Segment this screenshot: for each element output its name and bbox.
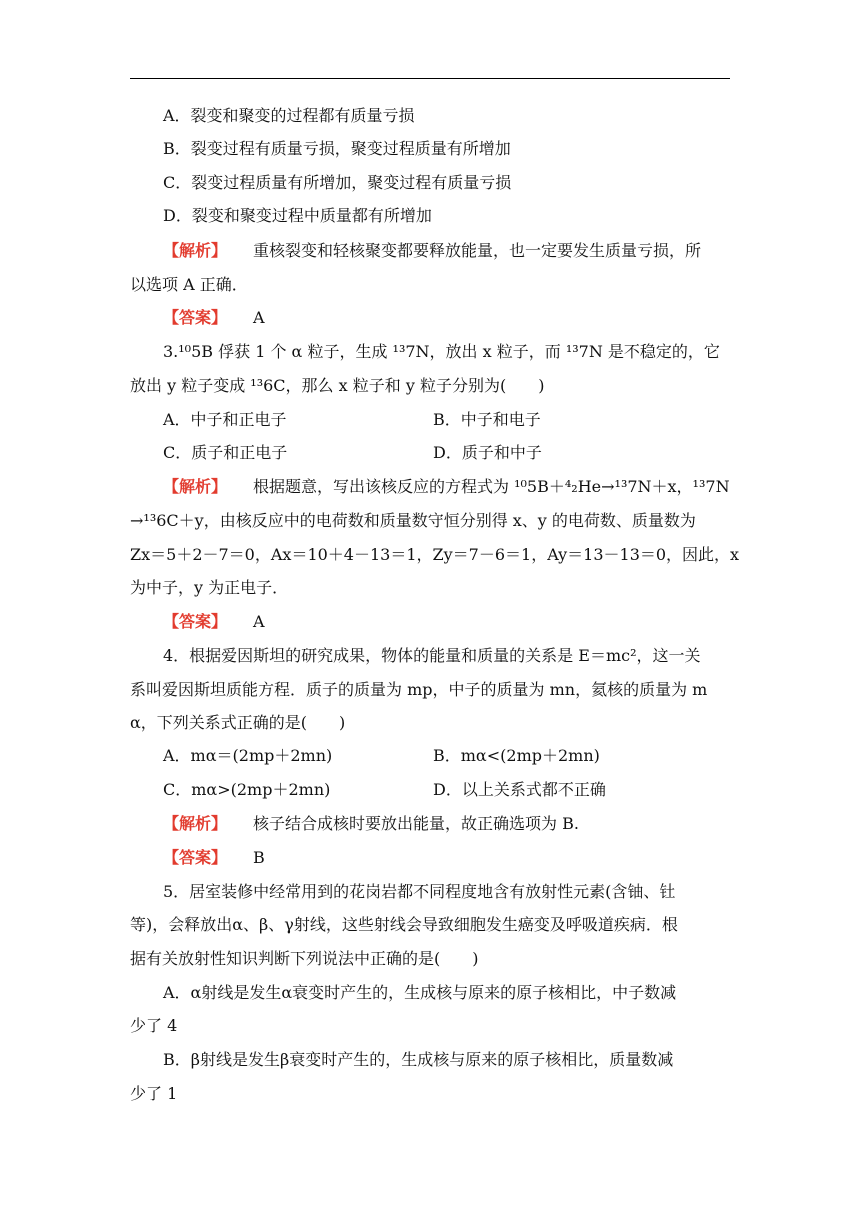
q3-analysis-cont-3: 为中子，y 为正电子．	[130, 578, 289, 597]
answer-tag: 【答案】	[163, 612, 228, 631]
q4-stem-2: 系叫爱因斯坦质能方程．质子的质量为 mp，中子的质量为 mn，氦核的质量为 m	[130, 680, 708, 699]
q2-analysis-text: 重核裂变和轻核聚变都要释放能量，也一定要发生质量亏损，所	[253, 241, 702, 260]
q3-analysis-cont-2: Zx＝5＋2－7＝0，Ax＝10＋4－13＝1，Zy＝7－6＝1，Ay＝13－13＝0，因此，x	[130, 545, 740, 564]
answer-tag: 【答案】	[163, 308, 228, 327]
q2-option-a: A．裂变和聚变的过程都有质量亏损	[163, 106, 415, 125]
q2-answer: A	[253, 308, 265, 327]
q3-option-d: D．质子和中子	[433, 443, 542, 462]
q4-analysis-line	[163, 814, 730, 834]
analysis-tag: 【解析】	[163, 241, 228, 260]
q4-answer: B	[253, 848, 265, 867]
q4-option-d: D．以上关系式都不正确	[433, 780, 606, 799]
q3-stem-2: 放出 y 粒子变成 ¹³6C，那么 x 粒子和 y 粒子分别为( )	[130, 376, 545, 395]
q3-analysis-line	[163, 477, 730, 497]
q4-option-a: A．mα＝(2mp＋2mn)	[163, 746, 333, 765]
analysis-tag: 【解析】	[163, 477, 228, 496]
q2-analysis-line	[163, 241, 730, 261]
q5-option-b: B．β射线是发生β衰变时产生的，生成核与原来的原子核相比，质量数减	[163, 1050, 674, 1069]
header-rule	[130, 78, 730, 79]
q4-options-row-1	[163, 746, 730, 766]
q3-option-b: B．中子和电子	[433, 410, 541, 429]
q3-options-row-1	[163, 410, 730, 430]
q3-stem-1: 3.¹⁰5B 俘获 1 个 α 粒子，生成 ¹³7N，放出 x 粒子，而 ¹³7N 是不稳定的，它	[163, 342, 720, 361]
q4-option-b: B．mα<(2mp＋2mn)	[433, 746, 600, 765]
q4-options-row-2	[163, 780, 730, 800]
q4-answer-line	[163, 848, 730, 868]
q5-option-b-cont: 少了 1	[130, 1084, 178, 1103]
analysis-tag: 【解析】	[163, 814, 228, 833]
q3-option-c: C．质子和正电子	[163, 443, 288, 462]
q2-option-d: D．裂变和聚变过程中质量都有所增加	[163, 206, 432, 225]
q4-stem-3: α，下列关系式正确的是( )	[130, 713, 346, 732]
q2-analysis-cont: 以选项 A 正确．	[130, 275, 248, 294]
q5-stem-3: 据有关放射性知识判断下列说法中正确的是( )	[130, 949, 479, 968]
q4-analysis-text: 核子结合成核时要放出能量，故正确选项为 B.	[253, 814, 579, 833]
answer-tag: 【答案】	[163, 848, 228, 867]
q2-answer-line	[163, 308, 730, 328]
q4-stem-1: 4．根据爱因斯坦的研究成果，物体的能量和质量的关系是 E＝mc²，这一关	[163, 646, 701, 665]
q3-options-row-2	[163, 443, 730, 463]
q3-answer-line	[163, 612, 730, 632]
q5-option-a-cont: 少了 4	[130, 1016, 178, 1035]
q2-option-b: B．裂变过程有质量亏损，聚变过程质量有所增加	[163, 139, 511, 158]
q5-option-a: A．α射线是发生α衰变时产生的，生成核与原来的原子核相比，中子数减	[163, 983, 677, 1002]
q3-answer: A	[253, 612, 265, 631]
q2-option-c: C．裂变过程质量有所增加，聚变过程有质量亏损	[163, 173, 512, 192]
q4-option-c: C．mα>(2mp＋2mn)	[163, 780, 331, 799]
q3-analysis-text: 根据题意，写出该核反应的方程式为 ¹⁰5B＋⁴₂He→¹³7N＋x，¹³7N	[253, 477, 730, 496]
q3-analysis-cont-1: →¹³6C＋y，由核反应中的电荷数和质量数守恒分别得 x、y 的电荷数、质量数为	[130, 511, 696, 530]
q5-stem-1: 5．居室装修中经常用到的花岗岩都不同程度地含有放射性元素(含铀、钍	[163, 882, 676, 901]
q3-option-a: A．中子和正电子	[163, 410, 287, 429]
q5-stem-2: 等)，会释放出α、β、γ射线，这些射线会导致细胞发生癌变及呼吸道疾病．根	[130, 915, 678, 934]
